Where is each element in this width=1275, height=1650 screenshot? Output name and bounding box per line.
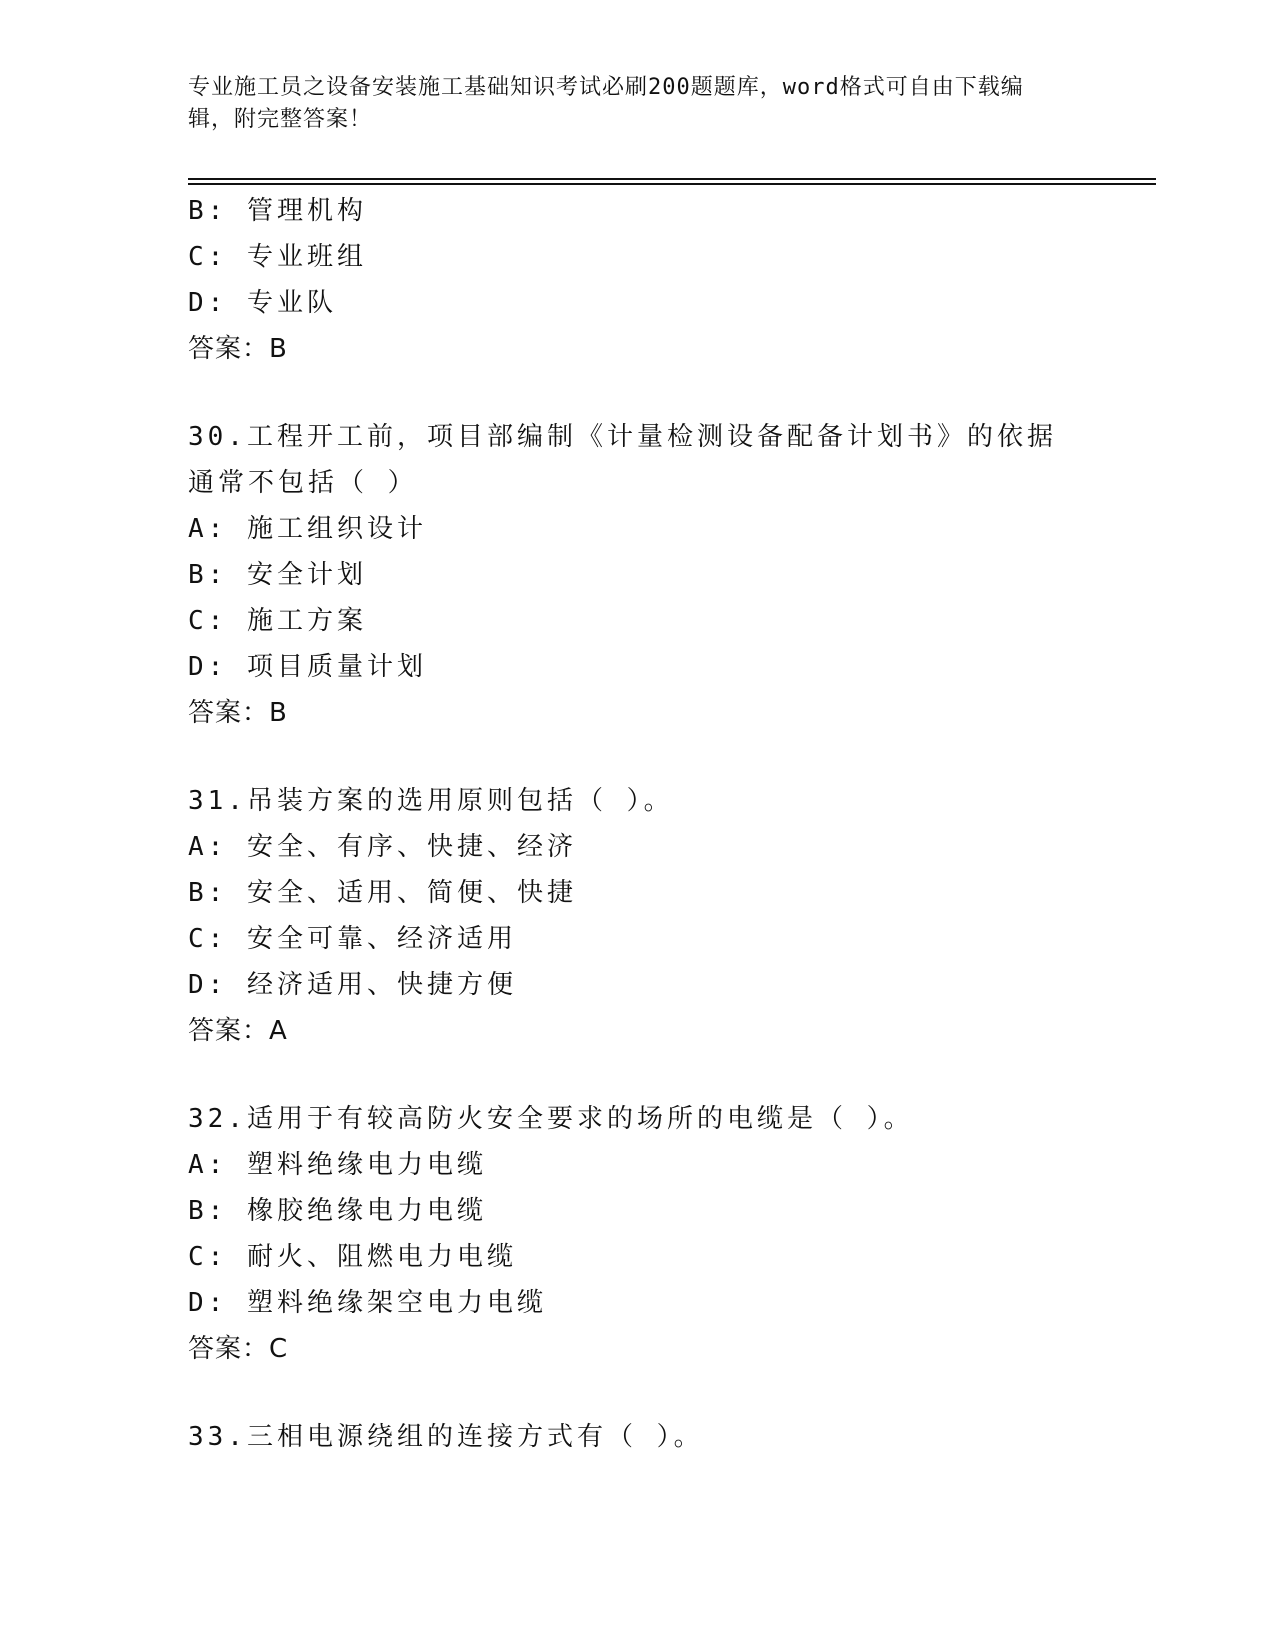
question-stem: 32.适用于有较高防火安全要求的场所的电缆是（ ）。	[188, 1104, 914, 1134]
option-a: A: 塑料绝缘电力电缆	[188, 1150, 487, 1180]
option-b: B: 橡胶绝缘电力电缆	[188, 1196, 487, 1226]
answer-line: 答案：B	[188, 698, 288, 728]
option-a: A: 施工组织设计	[188, 514, 427, 544]
header-divider-bottom	[188, 183, 1156, 185]
option-d: D: 塑料绝缘架空电力电缆	[188, 1288, 547, 1318]
question-29-continued	[188, 188, 1088, 372]
question-stem: 33.三相电源绕组的连接方式有（ ）。	[188, 1422, 704, 1452]
option-d: D: 经济适用、快捷方便	[188, 970, 517, 1000]
answer-line: 答案：A	[188, 1016, 288, 1046]
option-b: B: 管理机构	[188, 196, 367, 226]
option-b: B: 安全计划	[188, 560, 367, 590]
answer-line: 答案：C	[188, 1334, 289, 1364]
option-c: C: 施工方案	[188, 606, 367, 636]
option-c: C: 安全可靠、经济适用	[188, 924, 517, 954]
option-d: D: 项目质量计划	[188, 652, 427, 682]
question-31	[188, 778, 1088, 1054]
option-b: B: 安全、适用、简便、快捷	[188, 878, 577, 908]
option-c: C: 专业班组	[188, 242, 367, 272]
question-32	[188, 1096, 1088, 1372]
question-30	[188, 414, 1088, 736]
option-c: C: 耐火、阻燃电力电缆	[188, 1242, 517, 1272]
question-stem: 30.工程开工前，项目部编制《计量检测设备配备计划书》的依据通常不包括（ ）	[188, 422, 1057, 498]
header-divider-top	[188, 178, 1156, 180]
option-d: D: 专业队	[188, 288, 337, 318]
question-content	[188, 188, 1088, 1460]
option-a: A: 安全、有序、快捷、经济	[188, 832, 577, 862]
question-stem: 31.吊装方案的选用原则包括（ ）。	[188, 786, 674, 816]
question-33	[188, 1414, 1088, 1460]
document-header-title: 专业施工员之设备安装施工基础知识考试必刷200题题库，word格式可自由下载编辑，附完整答案！	[188, 75, 1024, 132]
answer-line: 答案：B	[188, 334, 288, 364]
